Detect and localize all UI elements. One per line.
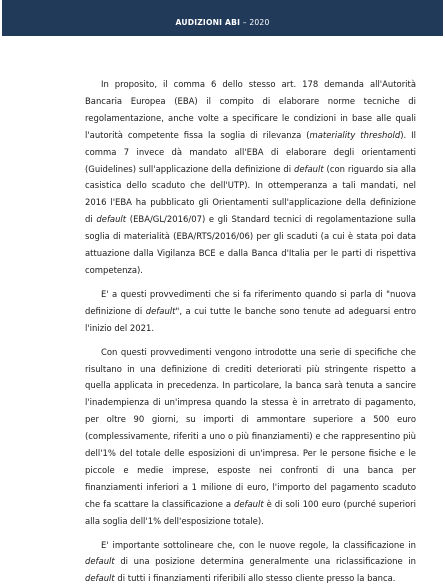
- italic-term: default: [145, 305, 176, 316]
- text-run: In proposito, il comma 6 dello stesso art. 178 demanda all'Autorità Bancaria Europea (EBA) il compito di elaborare norme tecniche di regolamentazione, anche volte a specificare le condizioni in base alle quali l'autorità competente fissa la soglia di rilevanza (: [85, 79, 416, 140]
- text-run: (EBA/GL/2016/07) e gli Standard tecnici di regolamentazione sulla soglia di materialità (EBA/RTS/2016/06) per gli scaduti (a cui è stata poi data attuazione dalla Vigilanza BCE e dalla Banca d'Italia per le parti di rispettiva competenza).: [85, 214, 416, 275]
- text-run: di tutti i finanziamenti riferibili allo stesso cliente presso la banca.: [114, 573, 396, 584]
- header-title-separator: –: [240, 18, 250, 27]
- text-run: di una posizione determina generalmente una riclassificazione in: [114, 556, 416, 567]
- italic-term: default: [85, 556, 115, 567]
- paragraph: [85, 537, 416, 587]
- text-run: (con riguardo sia alla casistica dello scaduto che dell'UTP). In ottemperanza a tali mandati, nel 2016 l'EBA ha pubblicato gli Orientamenti sull'applicazione della definizione di: [85, 163, 416, 225]
- italic-term: default: [96, 214, 127, 225]
- text-run: ). Il comma 7 invece dà mandato all'EBA di elaborare degli orientamenti (Guidelines) sull'applicazione della definizione di: [85, 129, 416, 174]
- italic-term: default: [293, 163, 324, 174]
- text-run: E' a questi provvedimenti che si fa riferimento quando si parla di "nuova definizione di: [85, 288, 416, 316]
- text-run: E' importante sottolineare che, con le nuove regole, la classificazione in: [101, 539, 416, 550]
- paragraph: [85, 76, 416, 279]
- document-body: [85, 76, 416, 587]
- header-title-bold: AUDIZIONI ABI: [175, 18, 241, 27]
- text-run: Con questi provvedimenti vengono introdotte una serie di specifiche che risultano in una definizione di crediti deteriorati più stringente rispetto a quella applicata in precedenza. In particolare, la banca sarà tenuta a sancire l'inadempienza di un'impresa quando la stessa è in arretrato di pagamento, per oltre 90 giorni, su importi di ammontare superiore a 500 euro (complessivamente, riferiti a uno o più finanziamenti) e che rappresentino più dell'1% del totale delle esposizioni di un'impresa. Per le persone fisiche e le piccole e medie imprese, esposte nei confronti di una banca per finanziamenti inferiori a 1 milione di euro, l'importo del pagamento scaduto che fa scattare la classificazione a: [85, 346, 416, 509]
- paragraph: [85, 344, 416, 530]
- italic-term: materiality threshold: [309, 129, 401, 140]
- header-title: [2, 18, 443, 27]
- text-run: ", a cui tutte le banche sono tenute ad adeguarsi entro l'inizio del 2021.: [85, 305, 416, 333]
- text-run: è di soli 100 euro (purché superiori alla soglia dell'1% dell'esposizione totale).: [85, 498, 416, 526]
- italic-term: default: [233, 498, 264, 509]
- italic-term: default: [85, 573, 115, 584]
- header-title-year: 2020: [249, 18, 270, 27]
- paragraph: [85, 286, 416, 337]
- header-bar: [2, 0, 443, 36]
